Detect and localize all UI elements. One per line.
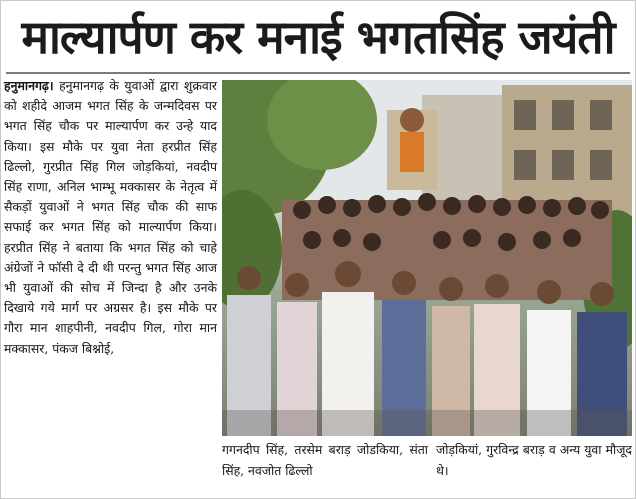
article-bottom-right: जोड़कियां, गुरविन्द्र बराड़ व अन्य युवा मौजूद थे। [436,442,632,478]
headline-divider [6,72,630,74]
article-column [4,76,217,496]
news-photo [222,80,632,436]
article-body-text: हनुमानगढ़ के युवाओं द्वारा शुक्रवार को शहीदे आजम भगत सिंह के जन्मदिवस पर भगत सिंह चौक पर माल्यार्पण कर उन्हे याद किया। इस मौके पर युवा नेता हरप्रीत सिंह ढिल्लो, गुरप्रीत सिंह गिल जोड़कियां, नवदीप सिंह राणा, अनिल भाम्भू मक्कासर के नेतृत्व में सैकड़ों युवाओं ने भगत सिंह चौक की साफ सफाई कर भगत सिंह को माल्यार्पण किया। हरप्रीत सिंह ने बताया कि भगत सिंह को चाहे अंग्रेजों ने फॉसी दे दी थी परन्तु भगत सिंह आज भी युवाओं की सोच में जिन्दा है और उनके दिखाये गये मार्ग पर अग्रसर है। इस मौके पर गौरा मान शाहपीनी, नवदीप गिल, गोरा मान मक्कासर, पंकज बिश्नोई, [4,78,217,356]
group-photo-illustration [222,80,632,436]
headline: माल्यार्पण कर मनाई भगतसिंह जयंती [21,10,615,64]
article-paragraph [4,76,217,359]
article-dateline: हनुमानगढ़। [4,78,54,93]
article-bottom-left: गगनदीप सिंह, तरसेम बराड़ जोडकिया, संता सिंह, नवजोत ढिल्लो [222,442,428,478]
